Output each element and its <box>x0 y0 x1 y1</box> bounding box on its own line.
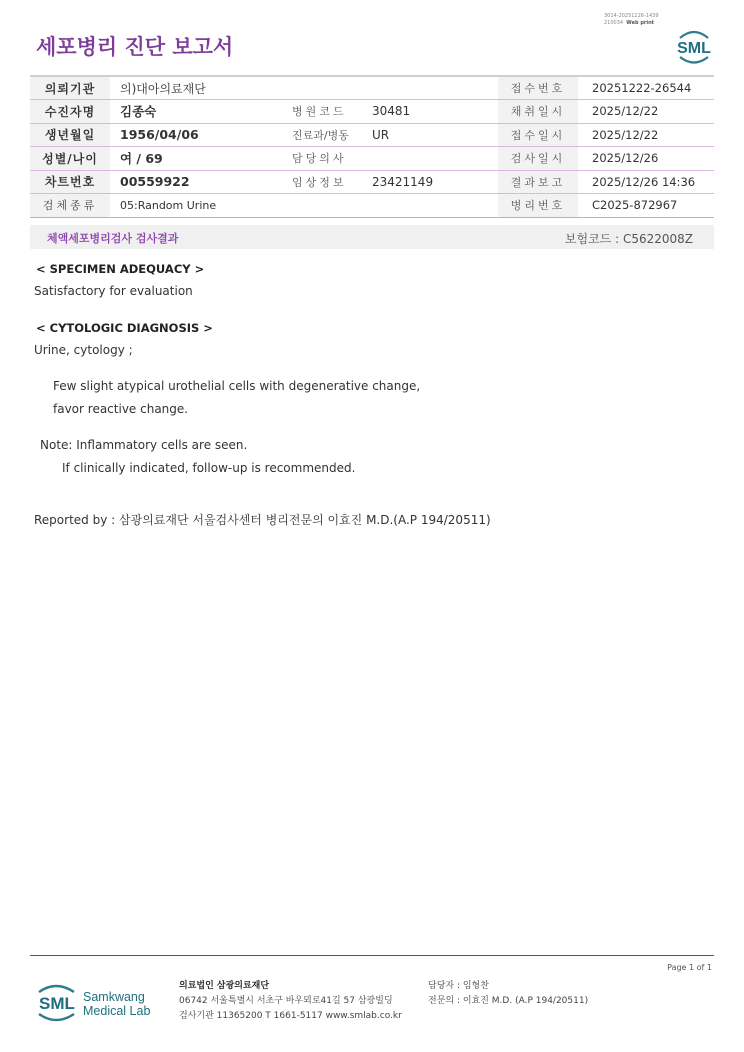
footer-org-info <box>179 979 402 1024</box>
label-chart-number: 차트번호 <box>30 170 110 194</box>
label-accession-number: 접수번호 <box>498 76 578 100</box>
brand-line2: Medical Lab <box>83 1004 151 1018</box>
value-hospital-code: 30481 <box>362 100 498 124</box>
staff-name: 임형찬 <box>462 981 489 991</box>
report-title: 세포병리 진단 보고서 <box>36 35 234 59</box>
info-row <box>30 170 714 194</box>
sml-logo-icon <box>672 26 716 66</box>
section-title: 체액세포병리검사 검사결과 <box>47 232 179 245</box>
value-requesting-institution: 의)대아의료재단 <box>110 76 280 100</box>
label-department: 진료과/병동 <box>280 123 362 147</box>
specialist-row <box>428 994 588 1009</box>
result-section-bar <box>30 225 714 249</box>
footer-staff-info <box>428 979 588 1009</box>
reported-by: Reported by : 삼광의료재단 서울검사센터 병리전문의 이효진 M.D.(A.P 194/20511) <box>34 513 491 527</box>
info-row <box>30 100 714 124</box>
value-empty <box>362 194 498 218</box>
label-empty <box>280 194 362 218</box>
org-address: 06742 서울특별시 서초구 바우뫼로41길 57 삼광빌딩 <box>179 996 393 1006</box>
page-number: Page 1 of 1 <box>667 963 712 972</box>
print-code-line2: 210034 Web print <box>604 20 655 26</box>
label-specimen-type: 검체종류 <box>30 194 110 218</box>
value-empty <box>362 76 498 100</box>
value-collection-date: 2025/12/22 <box>578 100 714 124</box>
specialist-label: 전문의 : <box>428 996 460 1006</box>
adequacy-text: Satisfactory for evaluation <box>34 284 193 298</box>
info-row <box>30 147 714 171</box>
label-empty <box>280 76 362 100</box>
label-requesting-institution: 의뢰기관 <box>30 76 110 100</box>
print-code <box>604 13 659 27</box>
footer-logo-text: SML <box>39 994 75 1013</box>
insurance-code: 보험코드 : C5622008Z <box>564 232 693 246</box>
diagnosis-site: Urine, cytology ; <box>34 343 133 357</box>
finding-line1: Few slight atypical urothelial cells with degenerative change, <box>53 379 421 393</box>
note-line2: If clinically indicated, follow-up is recommended. <box>62 461 356 475</box>
label-collection-date: 채취일시 <box>498 100 578 124</box>
org-name: 의료법인 삼광의료재단 <box>179 981 270 991</box>
info-row <box>30 123 714 147</box>
info-row <box>30 76 714 100</box>
label-result-report: 결과보고 <box>498 170 578 194</box>
value-physician <box>362 147 498 171</box>
value-patient-name: 김종숙 <box>110 100 280 124</box>
patient-info-table <box>30 75 714 218</box>
value-received-date: 2025/12/22 <box>578 123 714 147</box>
samkwang-logo-icon <box>36 980 156 1026</box>
value-birth-date: 1956/04/06 <box>110 123 280 147</box>
finding-line2: favor reactive change. <box>53 402 189 416</box>
specialist-name: 이효진 M.D. (A.P 194/20511) <box>462 996 589 1006</box>
value-chart-number: 00559922 <box>110 170 280 194</box>
sml-logo-text: SML <box>677 40 711 57</box>
footer-divider <box>30 955 714 956</box>
print-code-line1: 3014-20251226-1439 <box>604 13 659 19</box>
diagnosis-heading: < CYTOLOGIC DIAGNOSIS > <box>36 321 213 335</box>
staff-label: 담당자 : <box>428 981 460 991</box>
org-contact: 검사기관 11365200 T 1661-5117 www.smlab.co.kr <box>179 1011 402 1021</box>
label-sex-age: 성별/나이 <box>30 147 110 171</box>
label-hospital-code: 병원코드 <box>280 100 362 124</box>
value-accession-number: 20251222-26544 <box>578 76 714 100</box>
label-pathology-number: 병리번호 <box>498 194 578 218</box>
label-patient-name: 수진자명 <box>30 100 110 124</box>
adequacy-heading: < SPECIMEN ADEQUACY > <box>36 262 205 276</box>
value-pathology-number: C2025-872967 <box>578 194 714 218</box>
label-physician: 담당의사 <box>280 147 362 171</box>
brand-line1: Samkwang <box>83 990 145 1004</box>
note-line1: Note: Inflammatory cells are seen. <box>40 438 248 452</box>
value-result-report: 2025/12/26 14:36 <box>578 170 714 194</box>
value-department: UR <box>362 123 498 147</box>
value-sex-age: 여 / 69 <box>110 147 280 171</box>
value-specimen-type: 05:Random Urine <box>110 194 280 218</box>
label-received-date: 접수일시 <box>498 123 578 147</box>
label-birth-date: 생년월일 <box>30 123 110 147</box>
info-row <box>30 194 714 218</box>
staff-row <box>428 979 588 994</box>
label-exam-date: 검사일시 <box>498 147 578 171</box>
value-exam-date: 2025/12/26 <box>578 147 714 171</box>
value-clinical-info: 23421149 <box>362 170 498 194</box>
label-clinical-info: 임상정보 <box>280 170 362 194</box>
